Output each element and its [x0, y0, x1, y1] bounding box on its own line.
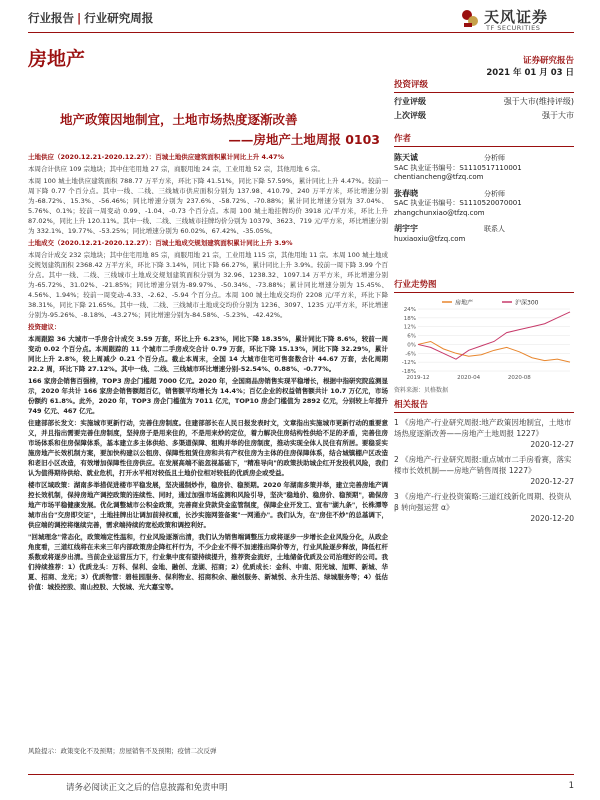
body-paragraph: 本周合计供应 109 宗地块；其中住宅用地 27 宗，商服用地 24 宗，工业用地 52 宗，其他用地 6 宗。	[28, 165, 325, 173]
related-report-date: 2020-12-27	[530, 440, 574, 449]
body-paragraph: 166 家房企销售百强榜，TOP3 房企门槛超 7000 亿元。2020 年，全国商品房销售实现平稳增长，根据中指研究院监测显示，2020 年共计 166 家房企销售额超百亿，销售额平均增长为 14.4%；百亿企业的权益销售额共计 10.7 万亿元，市场份额约 61.8%。此外，2020 年，TOP3 房企门槛值为 7011 亿元，TOP10 房企门槛值为 2892 亿元，分别较上年提升 749 亿元、467 亿元。	[28, 377, 388, 415]
logo-en-text: TF SECURITIES	[486, 24, 541, 32]
rating-key: 上次评级	[394, 111, 426, 120]
body-paragraph: 本周合计成交 232 宗地块；其中住宅用地 85 宗，商服用地 21 宗，工业用地 115 宗，其他用地 11 宗。本周 100 城土地成交规划建筑面积 2368.42 万平方米，环比下降 3.14%，同比下降 66.27%，累计同比上升 3.9%。较前一周下降 3.99 个百分点。其中一线、二线、三线城市土地成交规划建筑面积分别为 32.96、1238.32、1097.14 万平方米，环比增速分别为-65.72%、31.02%、-21.85%；同比增速分别为-89.97%、-50.34%、-73.88%；累计同比增速分别为 15.45%、4.56%、1.94%；较前一周变动-4.33、-2.62、-5.94 个百分点。本周 100 城土地成交均价 2208 元/平方米，环比下降 38.31%，同比下降 21.65%。其中一线、二线、三线城市土地成交均价分别为 1236、3097、1235 元/平方米，环比增速分别为-95.26%、-8.18%、-43.27%；同比增速分别为-84.58%、-5.23%、-42.42%。	[28, 251, 388, 319]
header-rule	[28, 32, 574, 33]
report-type: 证券研究报告	[522, 56, 574, 66]
analyst-name: 张春晓	[394, 188, 418, 198]
body-paragraph: 楼市区域政策：湖南多举措促进楼市平稳发展，坚决遏制炒作，稳房价、稳预期。2020 年湖南多策并举，建立完善房地产调控长效机制，保持房地产调控政策的连续性、同时，通过加强市场监测和风险引导，坚决"稳地价、稳房价、稳预期"，确保房地产市场平稳健康发展。优化调整城市公积金政策，完善商业贷款贷金监管制度，保障企业开发工、宣布"湖九条"，长株潭等城市出台"交房即交证"，土地挂牌出让调加前持权重，长沙实施网签备案"一网通办"。我们认为，在"房住不炒"的总基调下，供应端的调控将继续完善，需求端持续的宽松政策和调控利好。	[28, 481, 388, 529]
company-logo	[456, 4, 574, 34]
section-heading: 土地供应（2020.12.21-2020.12.27）：百城土地供应建筑面积累计同比上升 4.47%	[28, 153, 285, 161]
y-tick-label: 6%	[407, 333, 416, 340]
analyst-role: 分析师	[484, 189, 505, 198]
related-report-title[interactable]: 3 《房地产-行业投资策略:三道红线新化周期、投资从 β 转向强运营 α》	[394, 492, 572, 512]
related-report[interactable]	[394, 454, 574, 487]
footer-disclaimer: 请务必阅读正文之后的信息披露和免责申明	[66, 783, 228, 793]
section-heading: 土地成交（2020.12.21-2020.12.27）：百城土地成交规划建筑面积累计同比上升 3.9%	[28, 239, 293, 247]
y-tick-label: 12%	[403, 324, 416, 331]
analyst-sac: SAC 执业证书编号：S1110520070001	[394, 199, 522, 207]
footer-rule	[28, 774, 574, 775]
body-paragraph: 本周跟踪 36 大城市一手房合计成交 3.59 万套，环比上升 6.23%，同比下降 18.35%，累计同比下降 8.6%，较前一周变动 0.02 个百分点。本周跟踪的 11 个城市二手房成交合计 0.79 万套，环比下降 15.13%，同比下降 32.29%，累计同比上升 2.8%，较上周减少 0.21 个百分点。截止本周末，全国 14 大城市住宅可售套数合计 44.67 万套，去化周期 22.2 周，环比下降 27.12%。其中一线、二线、三线城市环比增速分别-52.54%、0.88%、-0.77%。	[28, 335, 388, 373]
subcategory-label: 行业研究周报	[84, 11, 154, 25]
rating-row	[394, 93, 574, 107]
x-tick-label: 2020-04	[457, 375, 481, 381]
y-tick-label: 24%	[403, 307, 416, 313]
chart-source: 资料来源：贝格数据	[394, 387, 449, 394]
y-tick-label: 0%	[407, 342, 416, 349]
y-tick-label: -6%	[405, 351, 416, 358]
report-title: 地产政策因地制宜，土地市场热度逐渐改善	[60, 112, 298, 127]
related-report-date: 2020-12-27	[530, 477, 574, 486]
trend-heading: 行业走势图	[394, 278, 574, 293]
related-heading: 相关报告	[394, 398, 574, 413]
risk-warning: 风险提示：政策变化不及预期；房屋销售不及预期；疫情二次反弹	[28, 747, 217, 755]
rating-value: 强于大市(维持评级)	[503, 97, 574, 106]
rating-section	[394, 78, 574, 121]
rating-row	[394, 107, 574, 121]
report-category	[28, 10, 153, 26]
trend-chart	[394, 297, 574, 383]
y-tick-label: -18%	[401, 369, 416, 375]
divider: |	[77, 11, 82, 25]
related-report-date: 2020-12-20	[530, 514, 574, 523]
analyst-name: 胡宇宇	[394, 224, 418, 233]
body-paragraph: 住建部部长发文：实施城市更新行动，完善住房制度。住建部部长在人民日报发表时文，文章指出实施城市更新行动的重要意义，并且指出需要完善住房制度，坚持房子是用来住的，不是用来炒的定位，着力解决住房结构性供给不足的矛盾，完善住房市场体系和住房保障体系，基本建立多主体供给、多渠道保障、租购并举的住房制度，推动实现全体人民住有所居。要稳妥实施房地产长效机制方案，要加快构建以公租房、保障性租赁住房和共有产权住房为主体的住房保障体系，结合城镇棚户区改造和老旧小区改造，有效增加保障性住房供应。在发展高端不能忽视基础下，"精准导向"的政策扶助城企红开发投机风险，我们认为值得期待供给、就业危机，打开水平相对较低且土地价位相对较低的优质房企或受益。	[28, 419, 388, 477]
page-number: 1	[568, 781, 574, 791]
trend-section	[394, 278, 574, 394]
analyst-role: 联系人	[484, 225, 505, 233]
rating-heading: 投资评级	[394, 78, 574, 93]
analyst-sac: SAC 执业证书编号：S1110517110001	[394, 163, 522, 172]
related-report[interactable]	[394, 491, 574, 524]
authors-section	[394, 132, 574, 244]
category-label: 行业报告	[28, 11, 74, 25]
x-tick-label: 2019-12	[406, 375, 430, 381]
y-tick-label: 18%	[403, 315, 416, 322]
analyst-card	[394, 153, 574, 183]
x-tick-label: 2020-08	[507, 375, 531, 381]
report-body	[28, 152, 388, 594]
analyst-name: 陈天诚	[394, 153, 418, 162]
analyst-card	[394, 189, 574, 219]
y-tick-label: -12%	[401, 360, 416, 367]
logo-cn-text: 天风证券	[484, 8, 549, 26]
legend-label: 房地产	[455, 299, 474, 307]
report-subtitle: ——房地产土地周报 0103	[228, 132, 380, 147]
rating-value: 强于大市	[542, 111, 574, 120]
analyst-email[interactable]: zhangchunxiao@tfzq.com	[394, 208, 485, 217]
related-section	[394, 398, 574, 524]
related-report-title[interactable]: 2 《房地产-行业研究周报:重点城市二手房看赛，落实楼市长效机制——房地产销售周报 1227》	[394, 455, 572, 475]
legend-label: 沪深300	[515, 299, 539, 307]
analyst-role: 分析师	[484, 154, 505, 162]
analyst-email[interactable]: huxiaoxiu@tfzq.com	[394, 234, 466, 243]
related-report[interactable]	[394, 417, 574, 450]
industry-title: 房地产	[28, 48, 86, 70]
report-date: 2021 年 01 月 03 日	[486, 68, 574, 78]
body-paragraph: 本周 100 城土地供应建筑面积 788.77 万平方米，环比下降 41.51%，同比下降 57.59%，累计同比上升 4.47%。较前一周下降 0.77 个百分点。其中一线、二线、三线城市供应面积分别为 137.98、410.79、240 万平方米，环比增速分别为-68.72%、15.3%、-56.46%；同比增速分别为 237.6%、-58.72%、-70.88%；累计同比增速分别为 37.04%、5.76%、0.1%；较前一周变动 0.99、-1.04、-0.73 个百分点。本周 100 城土地挂牌均价 3918 元/平方米，环比上升 87.02%，同比上升 120.11%。其中一线、二线、三线城市挂牌均价分别为 10379、3623、719 元/平方米，环比增速分别为 332.1%、19.77%、-53.25%；同比增速分别为 60.02%、67.42%、-35.05%。	[28, 177, 388, 235]
analyst-card	[394, 224, 574, 244]
body-paragraph: "回城理念"常态化，政策端定性温和，行业风险逐渐出清，我们认为销售端调整压力或将逐步一步增长企业风险分化，从政企角度看，三道红线将在未来三年内部政策房企降杠杆行为，不少企业不得不加速推出降价等方，行业风险逐步释放，降低杠杆系数或将逐步出清。当前企业运营压力下，行业集中度有望持续提升，推荐资金流好，土地储备优质及公司治理好的公司。我们持续推荐：1）优质龙头：万科、保利、金地、融创、龙湖、招商；2）优质成长：金科、中南、阳光城、旭辉、新城、华夏、招商、龙光；3）优质物管：碧桂园服务、保利物业、招商积余、融创服务、新城悦、永升生活、绿城服务等；4）低估价值：城投控股、南山控股、大悦城、光大嘉宝等。	[28, 533, 388, 591]
rating-key: 行业评级	[394, 97, 426, 106]
section-heading: 投资建议：	[28, 323, 61, 331]
analyst-email[interactable]: chentiancheng@tfzq.com	[394, 173, 484, 181]
related-report-title[interactable]: 1 《房地产-行业研究周报:地产政策因地制宜，土地市场热度逐渐改善——房地产土地周报 1227》	[394, 418, 572, 438]
authors-heading: 作者	[394, 132, 574, 147]
logo-icon	[460, 7, 480, 29]
